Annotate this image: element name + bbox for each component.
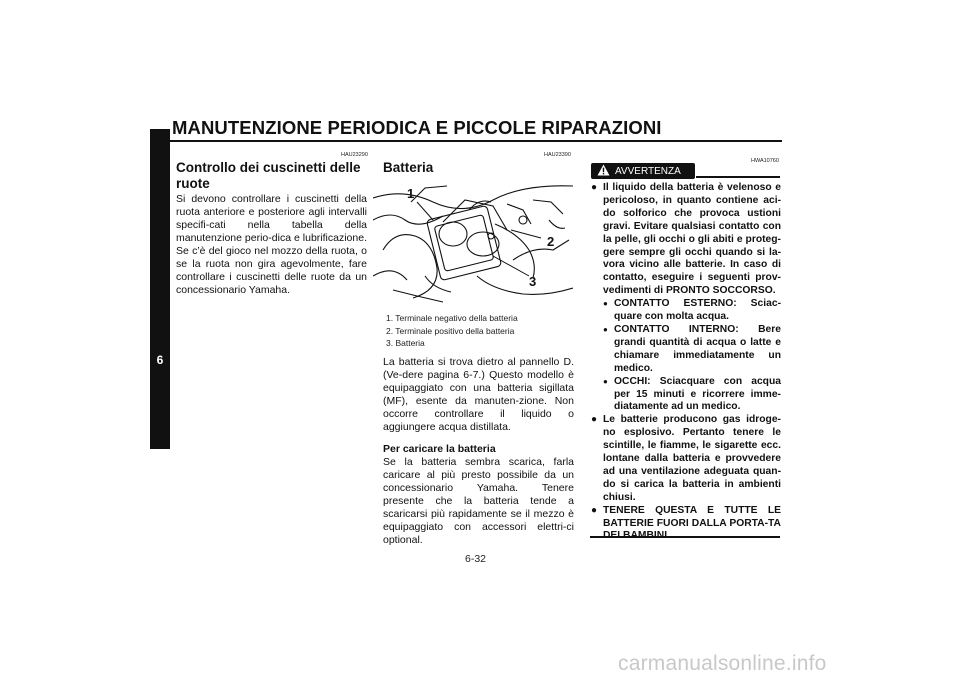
section-code: HAU23290	[341, 152, 368, 158]
warning-item-text: Le batterie producono gas idroge-no esplosivo. Pertanto tenere le scintille, le fiamme, le sigarette ecc. lontane dalla batteria e provvedere ad una ventilazione adeguata quan-do si carica la batteria in ambienti chiusi.	[603, 414, 781, 503]
warning-item-text: Il liquido della batteria è velenoso e pericoloso, in quanto contiene aci-do solforico che provoca ustioni gravi. Evitare qualsiasi contatto con la pelle, gli occhi o gli abiti e proteg-gere sempre gli occhi quando si la-vora vicino alle batterie. In caso di contatto, eseguire i seguenti prov-vedimenti di PRONTO SOCCORSO.	[603, 182, 781, 297]
warning-code: HWA10760	[751, 158, 779, 164]
caption-item: 1. Terminale negativo della batteria	[386, 313, 518, 323]
caption-item: 2. Terminale positivo della batteria	[386, 325, 515, 336]
battery-charge-body: Se la batteria sembra scarica, farla caricare al più presto possibile da un concessionario Yamaha. Tenere presente che la batteria tende a scaricarsi più rapidamente se il mezzo è equipaggiato con accessori elettri-ci optional.	[383, 456, 574, 546]
warning-bottom-rule	[590, 536, 780, 538]
warning-item	[591, 505, 781, 544]
warning-item	[591, 414, 781, 504]
warning-subitem-text: OCCHI: Sciacquare con acqua per 15 minuti e ricorrere imme-diatamente ad un medico.	[614, 375, 781, 413]
battery-body: La batteria si trova dietro al pannello D. (Ve-dere pagina 6-7.) Questo modello è equipaggiato con una batteria sigillata (MF), esente da manuten-zione. Non occorre controllare il liquido o aggiungere acqua distillata.	[383, 356, 574, 433]
page-title: MANUTENZIONE PERIODICA E PICCOLE RIPARAZIONI	[172, 117, 662, 138]
warning-subitem	[603, 324, 781, 376]
chapter-tab-label: 6	[156, 353, 164, 367]
bearings-body: Si devono controllare i cuscinetti della ruota anteriore e posteriore agli intervalli specifi-cati nella tabella della manutenzione perio-dica e lubrificazione. Se c’è del gioco nel mozzo della ruota, o se la ruota non gira agevolmente, fare controllare i cuscinetti delle ruote da un concessionario Yamaha.	[176, 193, 367, 296]
bullet-icon: ●	[603, 324, 608, 334]
warning-badge	[591, 163, 695, 179]
callout-2: 2	[547, 234, 555, 249]
warning-subitem	[603, 376, 781, 415]
warning-label: AVVERTENZA	[615, 165, 681, 177]
caption-item: 3. Batteria	[386, 338, 425, 348]
battery-figure	[373, 180, 573, 303]
battery-illustration	[373, 180, 573, 303]
bullet-icon: ●	[591, 504, 598, 516]
section-code: HAU23390	[544, 152, 571, 158]
section-title-bearings: Controllo dei cuscinetti delle ruote	[176, 160, 361, 191]
chapter-tab	[150, 129, 170, 449]
warning-subitem	[603, 298, 781, 324]
warning-triangle-icon	[597, 164, 610, 179]
section-title-battery: Batteria	[383, 160, 434, 175]
bullet-icon: ●	[591, 414, 598, 426]
warning-top-rule	[696, 176, 780, 178]
warning-subitem-text: CONTATTO INTERNO: Bere grandi quantità di acqua o latte e chiamare immediatamente un medico.	[614, 323, 781, 374]
callout-1: 1	[407, 186, 415, 201]
warning-item	[591, 182, 781, 298]
bullet-icon: ●	[603, 299, 608, 309]
battery-subheading: Per caricare la batteria	[383, 443, 496, 455]
header-rule	[170, 140, 782, 142]
bullet-icon: ●	[591, 182, 598, 193]
warning-item-text: TENERE QUESTA E TUTTE LE BATTERIE FUORI DALLA PORTA-TA	[603, 504, 781, 529]
warning-subitem-text: CONTATTO ESTERNO: Sciac-quare con molta acqua.	[614, 298, 781, 323]
figure-captions	[386, 312, 518, 350]
page-number: 6-32	[465, 553, 487, 565]
bullet-icon: ●	[603, 376, 608, 386]
callout-3: 3	[529, 274, 537, 289]
warning-list	[591, 182, 781, 543]
watermark: carmanualsonline.info	[618, 652, 827, 675]
